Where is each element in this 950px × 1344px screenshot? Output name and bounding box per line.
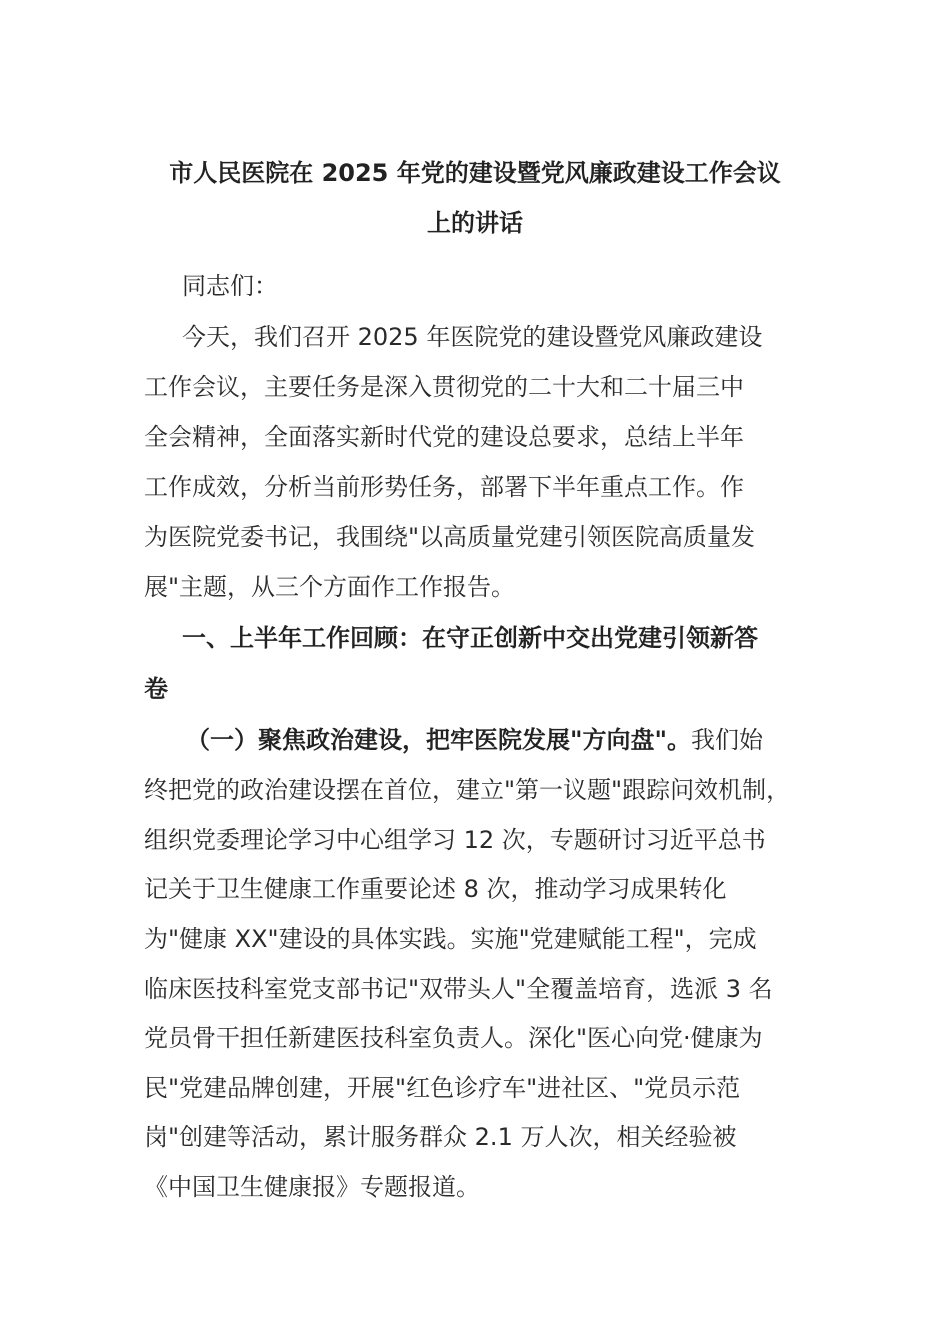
- section-1-heading-line-2: 卷: [144, 675, 168, 703]
- body-line: 民"党建品牌创建，开展"红色诊疗车"进社区、"党员示范: [144, 1074, 741, 1102]
- intro-line: 展"主题，从三个方面作工作报告。: [144, 573, 516, 601]
- intro-line: 工作成效，分析当前形势任务，部署下半年重点工作。作: [144, 473, 744, 501]
- section-1-heading-line-1: 一、上半年工作回顾：在守正创新中交出党建引领新答: [182, 624, 758, 652]
- body-line: 临床医技科室党支部书记"双带头人"全覆盖培育，选派 3 名: [144, 975, 773, 1003]
- document-title-line-1: 市人民医院在 2025 年党的建设暨党风廉政建设工作会议: [169, 159, 781, 187]
- body-line: 记关于卫生健康工作重要论述 8 次，推动学习成果转化: [144, 875, 727, 903]
- subsection-1-first-line-rest: 我们始: [691, 726, 764, 754]
- subsection-1-first-line: [186, 725, 763, 755]
- body-line: 党员骨干担任新建医技科室负责人。深化"医心向党·健康为: [144, 1024, 763, 1052]
- salutation: 同志们：: [182, 272, 278, 300]
- subsection-1-heading: （一）聚焦政治建设，把牢医院发展"方向盘"。: [186, 726, 692, 754]
- intro-line: 为医院党委书记，我围绕"以高质量党建引领医院高质量发: [144, 523, 756, 551]
- body-line: 为"健康 XX"建设的具体实践。实施"党建赋能工程"，完成: [144, 925, 757, 953]
- document-title-line-2: 上的讲话: [427, 209, 523, 237]
- intro-line: 工作会议，主要任务是深入贯彻党的二十大和二十届三中: [144, 373, 744, 401]
- body-line: 终把党的政治建设摆在首位，建立"第一议题"跟踪问效机制，: [144, 776, 791, 804]
- intro-line: 今天，我们召开 2025 年医院党的建设暨党风廉政建设: [182, 323, 763, 351]
- body-line: 组织党委理论学习中心组学习 12 次，专题研讨习近平总书: [144, 826, 766, 854]
- body-line: 《中国卫生健康报》专题报道。: [144, 1173, 480, 1201]
- intro-line: 全会精神，全面落实新时代党的建设总要求，总结上半年: [144, 423, 744, 451]
- body-line: 岗"创建等活动，累计服务群众 2.1 万人次，相关经验被: [144, 1123, 737, 1151]
